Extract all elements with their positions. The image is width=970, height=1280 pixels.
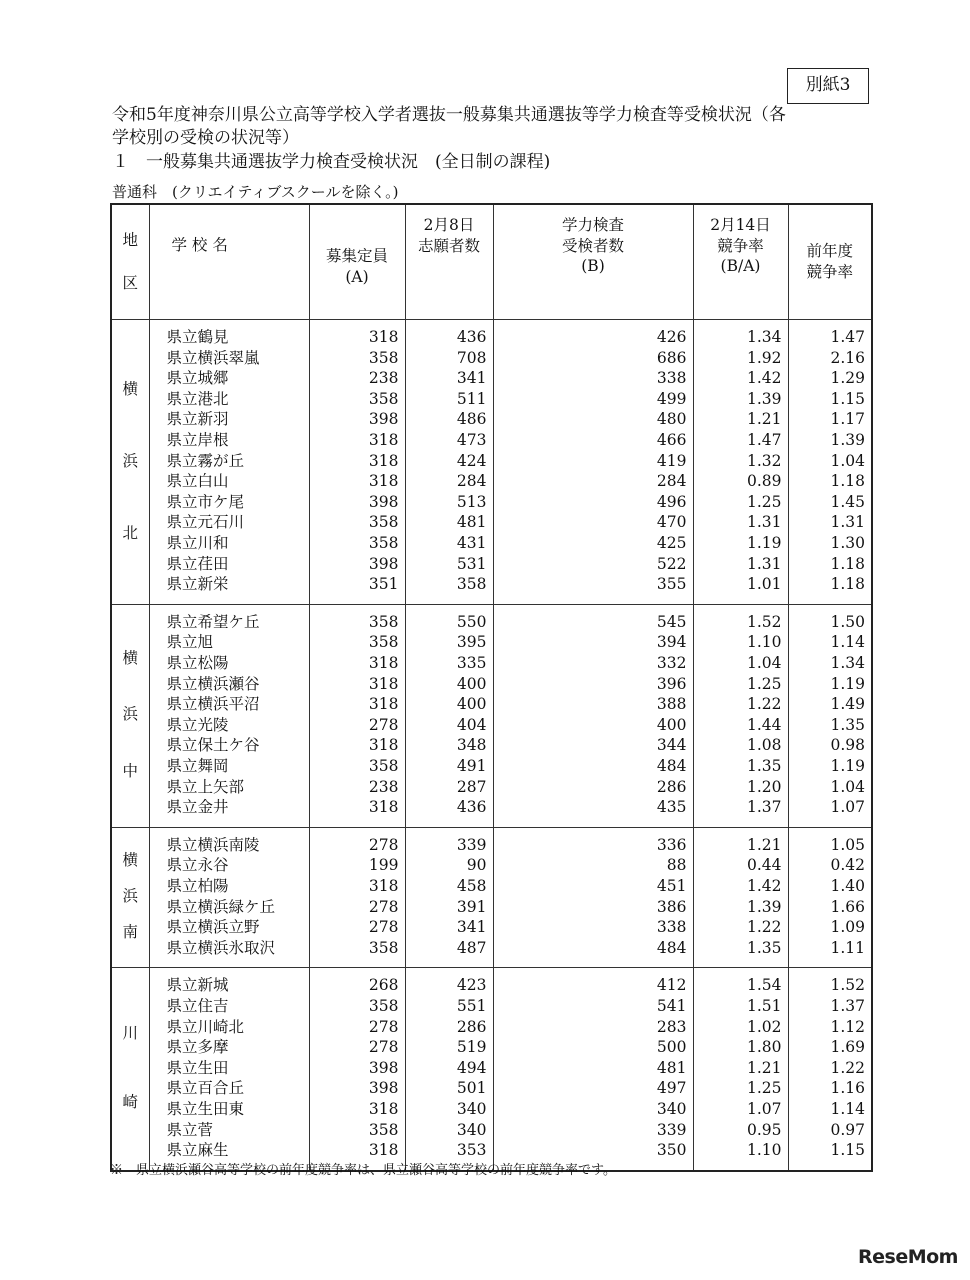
- ratio-value: 1.21: [746, 835, 782, 854]
- ratio-value: 1.54: [746, 976, 782, 995]
- ratio-value: 1.25: [746, 492, 782, 511]
- prev-ratio-value: 1.12: [830, 1017, 865, 1036]
- capacity-value: 358: [368, 938, 399, 957]
- examinees-value: 338: [656, 918, 687, 937]
- capacity-value: 278: [368, 1038, 399, 1057]
- capacity-value: 358: [368, 533, 399, 552]
- district-char: 浜: [122, 451, 138, 470]
- ratio-value: 1.10: [746, 1141, 782, 1160]
- prev-ratio-value: 1.69: [830, 1038, 865, 1057]
- school-name: 県立港北: [166, 389, 229, 408]
- school-name: 県立希望ケ丘: [166, 612, 260, 631]
- applicants-value: 287: [456, 777, 487, 796]
- applicants-value-column: [405, 827, 493, 968]
- school-name: 県立金井: [166, 798, 229, 817]
- capacity-value: 358: [368, 996, 399, 1015]
- district-group: [111, 320, 872, 605]
- school-name-column: [149, 320, 309, 605]
- page-title: 令和5年度神奈川県公立高等学校入学者選抜一般募集共通選抜等学力検査等受検状況（各学校別の受検の状況等）: [112, 105, 786, 148]
- prev-ratio-value: 1.66: [830, 897, 865, 916]
- examinees-value: 388: [656, 695, 687, 714]
- examinees-value-column: [493, 320, 693, 605]
- capacity-value-column: [309, 968, 405, 1171]
- applicants-value: 431: [456, 533, 487, 552]
- prev-ratio-value: 1.22: [830, 1058, 865, 1077]
- prev-ratio-value: 1.50: [830, 612, 865, 631]
- applicants-value: 335: [456, 653, 487, 672]
- ratio-value: 1.42: [746, 876, 782, 895]
- school-name: 県立白山: [166, 472, 229, 491]
- applicants-value-column: [405, 320, 493, 605]
- district-chars: [112, 835, 149, 959]
- capacity-value: 398: [368, 1079, 399, 1098]
- examinees-value-column: [493, 827, 693, 968]
- school-name: 県立柏陽: [166, 876, 229, 895]
- examinees-value: 466: [656, 430, 687, 449]
- school-name: 県立松陽: [166, 653, 229, 672]
- examinees-value: 339: [656, 1120, 687, 1139]
- ratio-value: 1.21: [746, 410, 782, 429]
- school-name: 県立麻生: [166, 1141, 229, 1160]
- prev-ratio-value: 1.31: [830, 513, 865, 532]
- ratio-value: 1.37: [746, 798, 782, 817]
- examinees-value: 419: [656, 451, 687, 470]
- ratio-value-column: [693, 968, 788, 1171]
- applicants-value: 486: [456, 410, 487, 429]
- school-name: 県立荏田: [166, 554, 229, 573]
- prev-ratio-value: 1.52: [830, 976, 865, 995]
- section-heading: １ 一般募集共通選抜学力検査受検状況 (全日制の課程): [112, 152, 551, 172]
- school-name: 県立横浜瀬谷: [166, 674, 260, 693]
- ratio-value-column: [693, 320, 788, 605]
- district-char: 横: [122, 851, 138, 870]
- applicants-value: 341: [456, 369, 487, 388]
- capacity-value: 318: [368, 695, 399, 714]
- capacity-value-column: [309, 827, 405, 968]
- prev-ratio-value: 1.19: [830, 756, 865, 775]
- applicants-value: 511: [456, 389, 487, 408]
- capacity-value: 318: [368, 653, 399, 672]
- examinees-value: 425: [656, 533, 687, 552]
- capacity-value: 238: [368, 777, 399, 796]
- school-name: 県立上矢部: [166, 777, 245, 796]
- examinees-value: 394: [656, 633, 687, 652]
- applicants-value: 487: [456, 938, 487, 957]
- capacity-value: 358: [368, 633, 399, 652]
- prev-ratio-value: 1.14: [830, 1099, 865, 1118]
- ratio-value: 1.35: [746, 938, 782, 957]
- ratio-value: 1.47: [746, 430, 782, 449]
- school-name: 県立新城: [166, 976, 229, 995]
- district-name: [111, 604, 149, 827]
- district-char: 川: [122, 1024, 138, 1043]
- district-char: 中: [122, 762, 138, 781]
- examinees-value: 541: [656, 996, 687, 1015]
- capacity-value: 398: [368, 492, 399, 511]
- capacity-value: 318: [368, 451, 399, 470]
- examinees-value: 340: [656, 1099, 687, 1118]
- prev-ratio-value: 1.15: [830, 1141, 865, 1160]
- examinees-value: 344: [656, 736, 687, 755]
- school-name: 県立永谷: [166, 856, 229, 875]
- capacity-value: 238: [368, 369, 399, 388]
- ratio-value: 0.95: [746, 1120, 782, 1139]
- ratio-value: 1.35: [746, 756, 782, 775]
- district-group: [111, 968, 872, 1171]
- ratio-value: 1.02: [746, 1017, 782, 1036]
- prev-ratio-value: 1.49: [830, 695, 865, 714]
- examinees-value: 484: [656, 938, 687, 957]
- document-label: 別紙3: [787, 68, 869, 104]
- ratio-value: 1.22: [746, 918, 782, 937]
- header-row: [111, 204, 872, 320]
- ratio-value: 0.44: [746, 856, 782, 875]
- school-name: 県立保土ケ谷: [166, 736, 260, 755]
- examinees-value: 470: [656, 513, 687, 532]
- applicants-value: 404: [456, 715, 487, 734]
- applicants-value: 423: [456, 976, 487, 995]
- capacity-value: 318: [368, 328, 399, 346]
- ratio-value: 1.19: [746, 533, 782, 552]
- capacity-value: 199: [368, 856, 399, 875]
- capacity-value: 278: [368, 835, 399, 854]
- examinees-value: 496: [656, 492, 687, 511]
- school-name: 県立霧が丘: [166, 451, 245, 470]
- prev-ratio-value-column: [788, 827, 872, 968]
- capacity-value: 278: [368, 918, 399, 937]
- district-chars: [112, 612, 149, 818]
- prev-ratio-value: 1.09: [830, 918, 865, 937]
- applicants-value: 550: [456, 612, 487, 631]
- school-name: 県立川和: [166, 533, 229, 552]
- district-char: 横: [122, 379, 138, 398]
- prev-ratio-value: 1.19: [830, 674, 865, 693]
- examinees-value: 500: [656, 1038, 687, 1057]
- district-group: [111, 604, 872, 827]
- capacity-value: 358: [368, 1120, 399, 1139]
- ratio-value-column: [693, 827, 788, 968]
- applicants-value: 90: [466, 856, 487, 875]
- examinees-value: 497: [656, 1079, 687, 1098]
- capacity-value: 318: [368, 798, 399, 817]
- school-name: 県立住吉: [166, 996, 229, 1015]
- examinees-value: 336: [656, 835, 687, 854]
- ratio-value: 1.20: [746, 777, 782, 796]
- district-char: 崎: [122, 1093, 138, 1112]
- school-name: 県立菅: [166, 1120, 214, 1139]
- ratio-value: 1.92: [746, 348, 782, 367]
- applicants-value: 353: [456, 1141, 487, 1160]
- district-char: 南: [122, 923, 138, 942]
- footnote: ※ 県立横浜瀬谷高等学校の前年度競争率は、県立瀬谷高等学校の前年度競争率です。: [110, 1163, 616, 1178]
- prev-ratio-value: 1.04: [830, 777, 865, 796]
- ratio-value: 1.31: [746, 554, 782, 573]
- header-examinees: 学力検査 受検者数 (B): [493, 204, 693, 320]
- examinees-value: 88: [666, 856, 687, 875]
- district-chars: [112, 327, 149, 595]
- prev-ratio-value: 1.30: [830, 533, 865, 552]
- applicants-value: 395: [456, 633, 487, 652]
- examinees-value: 396: [656, 674, 687, 693]
- capacity-value: 351: [368, 575, 399, 594]
- applicants-value: 286: [456, 1017, 487, 1036]
- category-label: 普通科 (クリエイティブスクールを除く。): [112, 183, 399, 201]
- prev-ratio-value: 1.34: [830, 653, 865, 672]
- school-name: 県立横浜緑ケ丘: [166, 897, 276, 916]
- district-chars: [112, 975, 149, 1160]
- ratio-value: 1.39: [746, 897, 782, 916]
- school-name: 県立横浜平沼: [166, 695, 260, 714]
- examinees-value: 686: [656, 348, 687, 367]
- ratio-value: 1.08: [746, 736, 782, 755]
- header-district: 地 区: [111, 204, 149, 320]
- examinees-value: 386: [656, 897, 687, 916]
- applicants-value: 358: [456, 575, 487, 594]
- school-name: 県立岸根: [166, 430, 229, 449]
- capacity-value: 318: [368, 1099, 399, 1118]
- prev-ratio-value: 1.35: [830, 715, 865, 734]
- capacity-value-column: [309, 604, 405, 827]
- district-name: [111, 320, 149, 605]
- school-name: 県立市ケ尾: [166, 492, 245, 511]
- ratio-value: 1.25: [746, 1079, 782, 1098]
- ratio-value: 1.04: [746, 653, 782, 672]
- examinees-value-column: [493, 968, 693, 1171]
- prev-ratio-value: 1.18: [830, 575, 865, 594]
- prev-ratio-value: 1.45: [830, 492, 865, 511]
- examinees-value: 435: [656, 798, 687, 817]
- applicants-value: 501: [456, 1079, 487, 1098]
- capacity-value: 318: [368, 472, 399, 491]
- applicants-value: 348: [456, 736, 487, 755]
- header-capacity: 募集定員 (A): [309, 204, 405, 320]
- examinees-value: 355: [656, 575, 687, 594]
- applicants-value: 284: [456, 472, 487, 491]
- ratio-value: 1.22: [746, 695, 782, 714]
- prev-ratio-value-column: [788, 320, 872, 605]
- district-char: 北: [122, 523, 138, 542]
- school-name: 県立横浜南陵: [166, 835, 260, 854]
- prev-ratio-value: 1.14: [830, 633, 865, 652]
- school-name: 県立新栄: [166, 575, 229, 594]
- examinees-value: 284: [656, 472, 687, 491]
- applicants-value: 436: [456, 328, 487, 346]
- examinees-value: 499: [656, 389, 687, 408]
- school-name: 県立城郷: [166, 369, 229, 388]
- district-name: [111, 827, 149, 968]
- ratio-value: 1.80: [746, 1038, 782, 1057]
- school-name: 県立旭: [166, 633, 214, 652]
- prev-ratio-value: 0.98: [830, 736, 865, 755]
- applicants-value: 458: [456, 876, 487, 895]
- school-name-column: [149, 968, 309, 1171]
- examinees-value: 480: [656, 410, 687, 429]
- applicants-value: 436: [456, 798, 487, 817]
- ratio-value: 1.52: [746, 612, 782, 631]
- school-name-column: [149, 604, 309, 827]
- prev-ratio-value: 1.47: [830, 328, 865, 346]
- ratio-value: 1.21: [746, 1058, 782, 1077]
- school-name: 県立百合丘: [166, 1079, 245, 1098]
- capacity-value: 318: [368, 430, 399, 449]
- school-name-column: [149, 827, 309, 968]
- watermark-logo: ReseMom: [858, 1246, 958, 1268]
- examinees-value: 412: [656, 976, 687, 995]
- header-school: 学 校 名: [149, 204, 309, 320]
- header-applicants: 2月8日 志願者数: [405, 204, 493, 320]
- prev-ratio-value: 1.15: [830, 389, 865, 408]
- applicants-value: 513: [456, 492, 487, 511]
- examinees-value: 400: [656, 715, 687, 734]
- ratio-value: 0.89: [746, 472, 782, 491]
- prev-ratio-value: 1.37: [830, 996, 865, 1015]
- capacity-value-column: [309, 320, 405, 605]
- ratio-value: 1.31: [746, 513, 782, 532]
- capacity-value: 278: [368, 715, 399, 734]
- capacity-value: 268: [368, 976, 399, 995]
- examinees-value: 332: [656, 653, 687, 672]
- applicants-value: 531: [456, 554, 487, 573]
- ratio-value: 1.01: [746, 575, 782, 594]
- applicants-value: 494: [456, 1058, 487, 1077]
- district-char: 浜: [122, 705, 138, 724]
- prev-ratio-value-column: [788, 604, 872, 827]
- school-name: 県立横浜立野: [166, 918, 260, 937]
- capacity-value: 318: [368, 876, 399, 895]
- examinees-value: 451: [656, 876, 687, 895]
- applicants-value: 424: [456, 451, 487, 470]
- prev-ratio-value: 0.42: [830, 856, 865, 875]
- applicants-value: 473: [456, 430, 487, 449]
- applicants-value: 400: [456, 695, 487, 714]
- prev-ratio-value: 1.40: [830, 876, 865, 895]
- district-name: [111, 968, 149, 1171]
- prev-ratio-value-column: [788, 968, 872, 1171]
- applicants-value-column: [405, 968, 493, 1171]
- ratio-value: 1.51: [746, 996, 782, 1015]
- ratio-value: 1.42: [746, 369, 782, 388]
- examinees-value: 338: [656, 369, 687, 388]
- school-name: 県立新羽: [166, 410, 229, 429]
- applicants-value: 551: [456, 996, 487, 1015]
- examinees-value: 283: [656, 1017, 687, 1036]
- capacity-value: 318: [368, 1141, 399, 1160]
- examinees-value: 522: [656, 554, 687, 573]
- examinees-value: 350: [656, 1141, 687, 1160]
- header-ratio: 2月14日 競争率 (B/A): [693, 204, 788, 320]
- applicants-value: 340: [456, 1099, 487, 1118]
- applicants-value: 519: [456, 1038, 487, 1057]
- school-name: 県立鶴見: [166, 328, 229, 346]
- ratio-value: 1.25: [746, 674, 782, 693]
- school-name: 県立光陵: [166, 715, 229, 734]
- capacity-value: 358: [368, 612, 399, 631]
- applicants-value: 340: [456, 1120, 487, 1139]
- applicants-value: 708: [456, 348, 487, 367]
- applicants-value: 481: [456, 513, 487, 532]
- applicants-value: 400: [456, 674, 487, 693]
- prev-ratio-value: 1.04: [830, 451, 865, 470]
- ratio-value: 1.39: [746, 389, 782, 408]
- examinees-value-column: [493, 604, 693, 827]
- school-name: 県立生田東: [166, 1099, 245, 1118]
- school-name: 県立多摩: [166, 1038, 229, 1057]
- prev-ratio-value: 0.97: [830, 1120, 865, 1139]
- prev-ratio-value: 1.05: [830, 835, 865, 854]
- prev-ratio-value: 1.07: [830, 798, 865, 817]
- ratio-value: 1.10: [746, 633, 782, 652]
- school-name: 県立川崎北: [166, 1017, 245, 1036]
- applicants-value: 491: [456, 756, 487, 775]
- capacity-value: 278: [368, 897, 399, 916]
- school-name: 県立横浜翠嵐: [166, 348, 260, 367]
- prev-ratio-value: 1.39: [830, 430, 865, 449]
- prev-ratio-value: 1.29: [830, 369, 865, 388]
- prev-ratio-value: 1.18: [830, 472, 865, 491]
- school-name: 県立生田: [166, 1058, 229, 1077]
- capacity-value: 358: [368, 513, 399, 532]
- prev-ratio-value: 1.16: [830, 1079, 865, 1098]
- ratio-value: 1.34: [746, 328, 782, 346]
- district-group: [111, 827, 872, 968]
- capacity-value: 398: [368, 554, 399, 573]
- capacity-value: 358: [368, 756, 399, 775]
- ratio-value: 1.07: [746, 1099, 782, 1118]
- school-name: 県立横浜氷取沢: [166, 938, 276, 957]
- examinees-value: 484: [656, 756, 687, 775]
- applicants-value: 339: [456, 835, 487, 854]
- capacity-value: 398: [368, 1058, 399, 1077]
- capacity-value: 358: [368, 389, 399, 408]
- header-prev-ratio: 前年度 競争率: [788, 204, 872, 320]
- applicants-value: 391: [456, 897, 487, 916]
- capacity-value: 318: [368, 736, 399, 755]
- applicants-value-column: [405, 604, 493, 827]
- school-name: 県立元石川: [166, 513, 245, 532]
- examinees-value: 545: [656, 612, 687, 631]
- capacity-value: 278: [368, 1017, 399, 1036]
- prev-ratio-value: 1.11: [830, 938, 865, 957]
- prev-ratio-value: 1.18: [830, 554, 865, 573]
- school-name: 県立舞岡: [166, 756, 229, 775]
- prev-ratio-value: 1.17: [830, 410, 865, 429]
- examinees-value: 481: [656, 1058, 687, 1077]
- district-char: 浜: [122, 887, 138, 906]
- district-char: 横: [122, 648, 138, 667]
- ratio-value-column: [693, 604, 788, 827]
- capacity-value: 318: [368, 674, 399, 693]
- ratio-value: 1.44: [746, 715, 782, 734]
- examinees-value: 286: [656, 777, 687, 796]
- capacity-value: 398: [368, 410, 399, 429]
- capacity-value: 358: [368, 348, 399, 367]
- results-table: [110, 203, 873, 1172]
- applicants-value: 341: [456, 918, 487, 937]
- ratio-value: 1.32: [746, 451, 782, 470]
- examinees-value: 426: [656, 328, 687, 346]
- prev-ratio-value: 2.16: [830, 348, 865, 367]
